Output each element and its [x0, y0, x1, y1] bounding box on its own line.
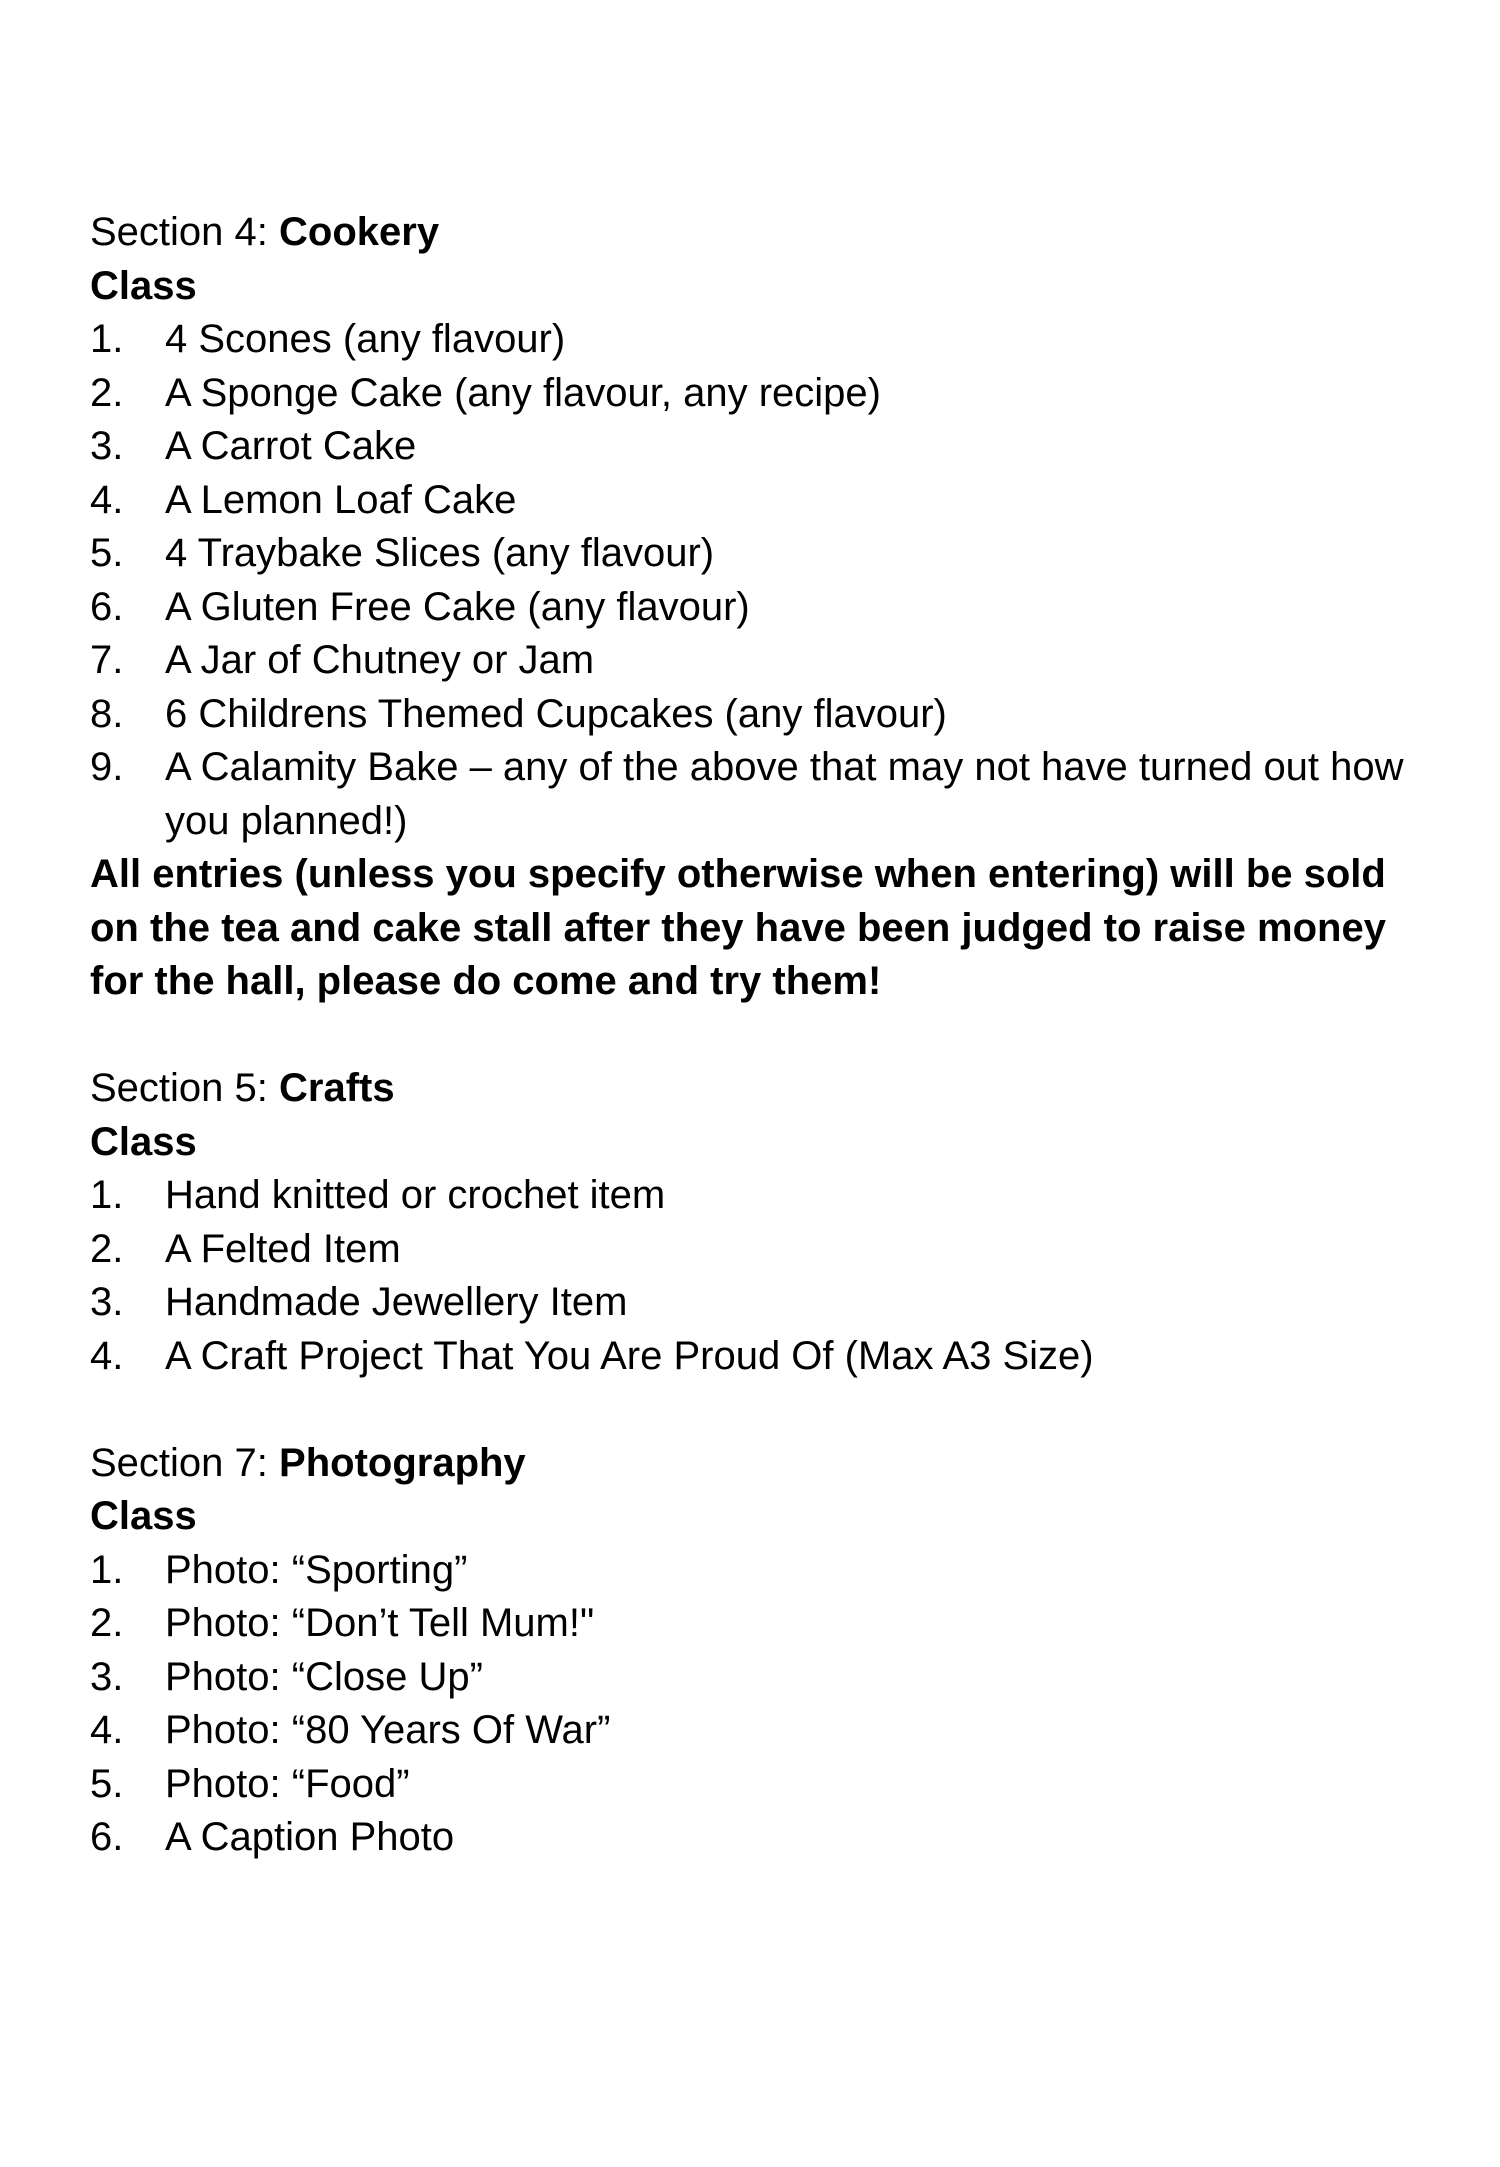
section-prefix: Section 7: — [90, 1440, 280, 1485]
list-item — [90, 1704, 1420, 1758]
item-number: 6. — [90, 584, 124, 629]
list-item — [90, 1330, 1420, 1384]
list-item — [90, 367, 1420, 421]
item-text: 4 Traybake Slices (any flavour) — [165, 531, 715, 575]
item-number: 4. — [90, 477, 124, 522]
item-text: A Carrot Cake — [165, 424, 417, 468]
list-item — [90, 1276, 1420, 1330]
section-title: Crafts — [279, 1066, 395, 1110]
item-text: A Sponge Cake (any flavour, any recipe) — [165, 370, 881, 415]
list-item — [90, 1758, 1420, 1812]
spacer — [90, 1383, 1420, 1437]
item-text: A Gluten Free Cake (any flavour) — [165, 584, 750, 629]
document-page — [90, 206, 1420, 1865]
class-list — [90, 313, 1420, 848]
list-item — [90, 420, 1420, 474]
item-number: 2. — [90, 370, 124, 415]
item-number: 6. — [90, 1815, 124, 1859]
section-heading — [90, 206, 1420, 260]
item-number: 3. — [90, 1280, 124, 1324]
item-number: 8. — [90, 691, 124, 736]
item-text: Photo: “80 Years Of War” — [165, 1708, 611, 1752]
item-text: Hand knitted or crochet item — [165, 1173, 666, 1217]
item-number: 7. — [90, 638, 124, 682]
section-crafts — [90, 1062, 1420, 1383]
item-text: 4 Scones (any flavour) — [165, 317, 566, 361]
item-number: 4. — [90, 1333, 124, 1378]
list-item — [90, 474, 1420, 528]
section-title: Photography — [279, 1440, 526, 1485]
item-text: Photo: “Sporting” — [165, 1547, 468, 1592]
list-item — [90, 1597, 1420, 1651]
class-label: Class — [90, 263, 197, 308]
item-text: A Craft Project That You Are Proud Of (Max A3 Size) — [165, 1333, 1094, 1378]
list-item — [90, 527, 1420, 581]
list-item — [90, 313, 1420, 367]
item-number: 1. — [90, 1173, 124, 1217]
class-list — [90, 1544, 1420, 1865]
item-text: A Jar of Chutney or Jam — [165, 638, 595, 682]
section-prefix: Section 5: — [90, 1066, 280, 1110]
item-text: 6 Childrens Themed Cupcakes (any flavour) — [165, 691, 947, 736]
section-heading — [90, 1437, 1420, 1491]
item-number: 3. — [90, 424, 124, 468]
item-number: 9. — [90, 745, 124, 789]
item-number: 1. — [90, 1547, 124, 1592]
item-text: Photo: “Don’t Tell Mum!" — [165, 1601, 595, 1645]
section-cookery — [90, 206, 1420, 1009]
class-list — [90, 1169, 1420, 1383]
item-number: 5. — [90, 531, 124, 575]
list-item — [90, 1169, 1420, 1223]
list-item — [90, 741, 1420, 848]
list-item — [90, 1811, 1420, 1865]
item-text: A Caption Photo — [165, 1815, 455, 1859]
item-text: Photo: “Food” — [165, 1761, 410, 1806]
list-item — [90, 581, 1420, 635]
list-item — [90, 1544, 1420, 1598]
section-prefix: Section 4: — [90, 210, 280, 254]
item-text: Photo: “Close Up” — [165, 1654, 483, 1699]
section-heading — [90, 1062, 1420, 1116]
item-number: 5. — [90, 1761, 124, 1806]
item-text: Handmade Jewellery Item — [165, 1280, 628, 1324]
section-title: Cookery — [279, 210, 440, 254]
list-item — [90, 634, 1420, 688]
list-item — [90, 1223, 1420, 1277]
section-photography — [90, 1437, 1420, 1865]
item-text: A Felted Item — [165, 1226, 401, 1271]
item-number: 2. — [90, 1601, 124, 1645]
item-number: 3. — [90, 1654, 124, 1699]
item-text: A Calamity Bake – any of the above that may not have turned out how you planned!) — [165, 745, 1404, 843]
class-label: Class — [90, 1494, 197, 1538]
item-text: A Lemon Loaf Cake — [165, 477, 517, 522]
list-item — [90, 688, 1420, 742]
item-number: 2. — [90, 1226, 124, 1271]
spacer — [90, 1009, 1420, 1063]
list-item — [90, 1651, 1420, 1705]
class-label: Class — [90, 1119, 197, 1164]
item-number: 1. — [90, 317, 124, 361]
item-number: 4. — [90, 1708, 124, 1752]
sale-note: All entries (unless you specify otherwise when entering) will be sold on the tea and cake stall after they have been judged to raise money for the hall, please do come and try them! — [90, 852, 1386, 1003]
